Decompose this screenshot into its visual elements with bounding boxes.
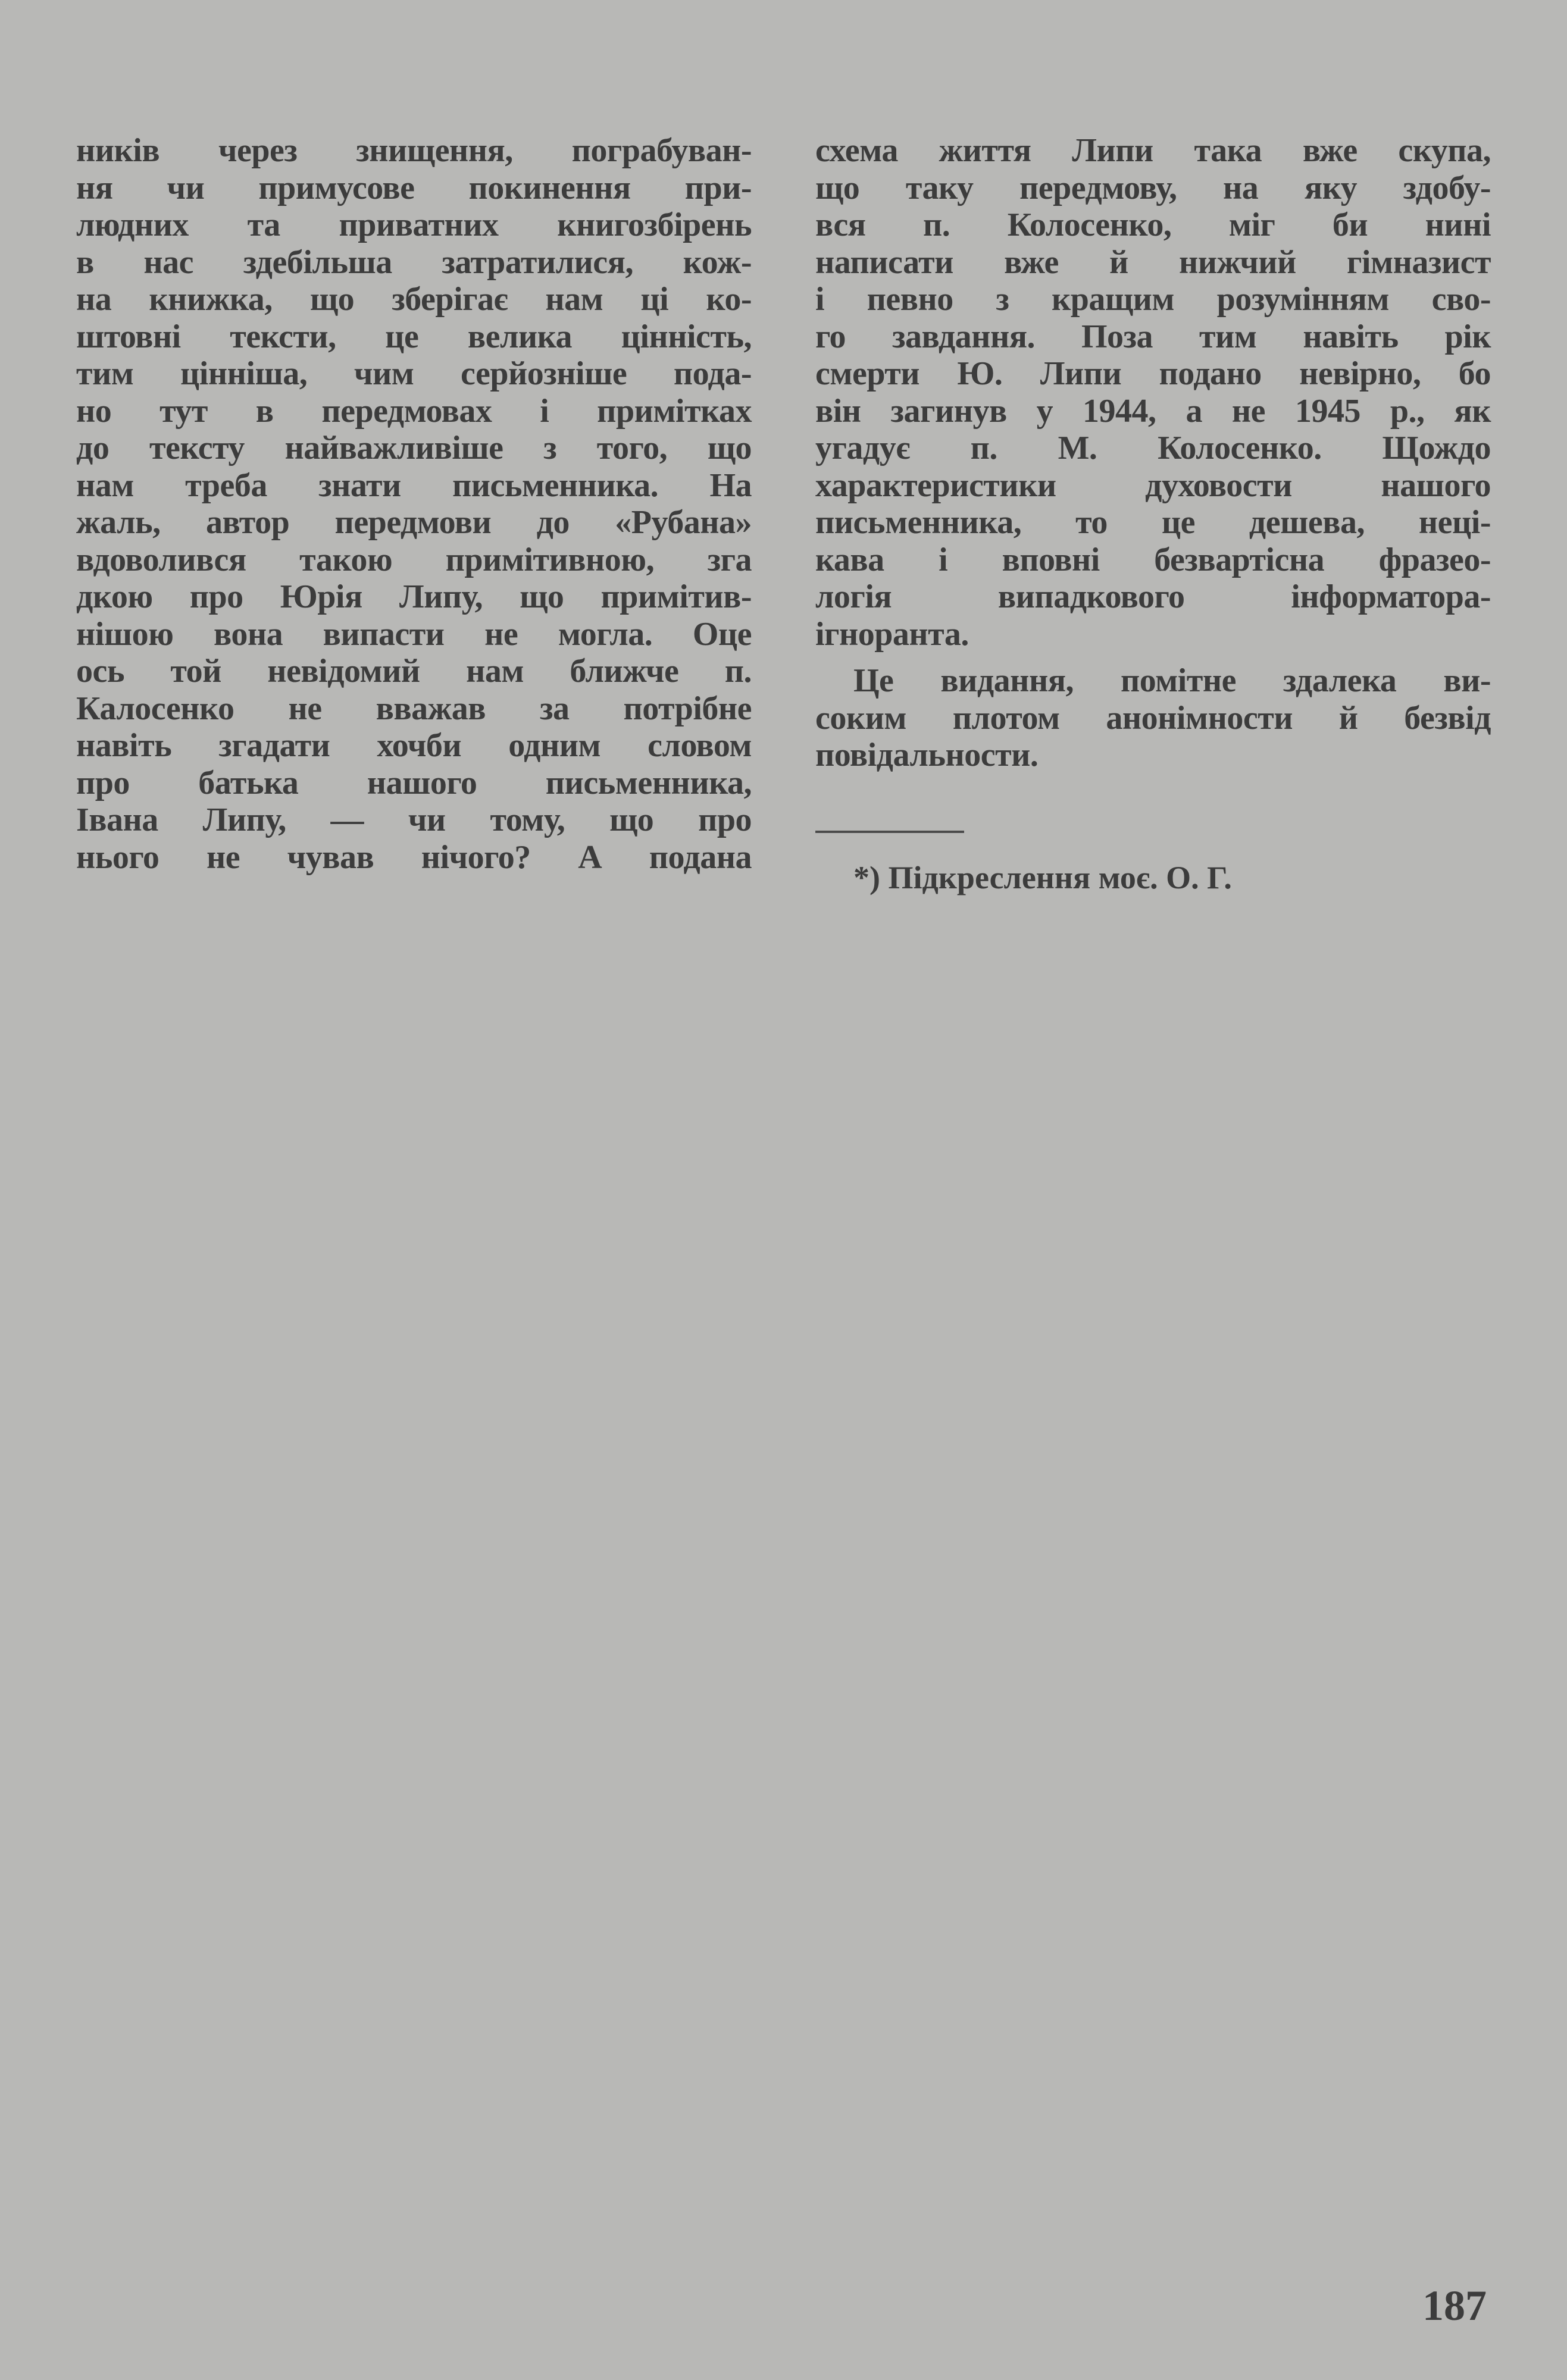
text-line: характеристики духовости нашого xyxy=(815,466,1491,504)
text-line: людних та приватних книгозбірень xyxy=(76,206,752,243)
text-line: письменника, то це дешева, неці- xyxy=(815,504,1491,541)
text-line: схема життя Липи така вже скупа, xyxy=(815,132,1491,169)
paragraph-2 xyxy=(815,662,1491,774)
text-line: в нас здебільша затратилися, кож- xyxy=(76,243,752,281)
text-line: на книжка, що зберігає нам ці ко- xyxy=(76,281,752,318)
text-line: написати вже й нижчий гімназист xyxy=(815,243,1491,281)
text-line: тим цінніша, чим серйозніше пода- xyxy=(76,355,752,392)
text-line: дкою про Юрія Липу, що примітив- xyxy=(76,578,752,615)
text-line: вся п. Колосенко, міг би нині xyxy=(815,206,1491,243)
text-line: угадує п. М. Колосенко. Щождо xyxy=(815,430,1491,466)
text-line: жаль, автор передмови до «Рубана» xyxy=(76,504,752,541)
text-line: вдоволився такою примітивною, зга xyxy=(76,541,752,578)
left-column xyxy=(76,132,752,876)
text-line: Калосенко не вважав за потрібне xyxy=(76,690,752,727)
text-line: що таку передмову, на яку здобу- xyxy=(815,169,1491,206)
footnote-divider xyxy=(815,831,964,833)
text-line: штовні тексти, це велика цінність, xyxy=(76,318,752,355)
text-line: ня чи примусове покинення при- xyxy=(76,169,752,206)
page-number: 187 xyxy=(1422,2282,1487,2329)
text-line: навіть згадати хочби одним словом xyxy=(76,727,752,764)
text-line: до тексту найважливіше з того, що xyxy=(76,430,752,466)
right-column xyxy=(815,132,1491,774)
text-line: нішою вона випасти не могла. Оце xyxy=(76,615,752,653)
text-line: про батька нашого письменника, xyxy=(76,764,752,801)
text-line: Івана Липу, — чи тому, що про xyxy=(76,801,752,838)
text-line: но тут в передмовах і примітках xyxy=(76,392,752,430)
text-line: ось той невідомий нам ближче п. xyxy=(76,653,752,690)
text-line: ігноранта. xyxy=(815,615,969,653)
text-line: го завдання. Поза тим навіть рік xyxy=(815,318,1491,355)
text-line: соким плотом анонімности й безвід xyxy=(815,699,1491,737)
text-line: і певно з кращим розумінням сво- xyxy=(815,281,1491,318)
text-line: ників через знищення, пограбуван- xyxy=(76,132,752,169)
text-line: він загинув у 1944, а не 1945 р., як xyxy=(815,392,1491,430)
text-line: повідальности. xyxy=(815,737,1039,774)
footnote: *) Підкреслення моє. О. Г. xyxy=(853,860,1232,895)
text-line: нього не чував нічого? А подана xyxy=(76,838,752,876)
text-line: смерти Ю. Липи подано невірно, бо xyxy=(815,355,1491,392)
paragraph-1 xyxy=(815,132,1491,653)
text-line: нам треба знати письменника. На xyxy=(76,466,752,504)
text-line: логія випадкового інформатора- xyxy=(815,578,1491,615)
text-line: Це видання, помітне здалека ви- xyxy=(853,662,1491,699)
text-line: кава і вповні безвартісна фразео- xyxy=(815,541,1491,578)
